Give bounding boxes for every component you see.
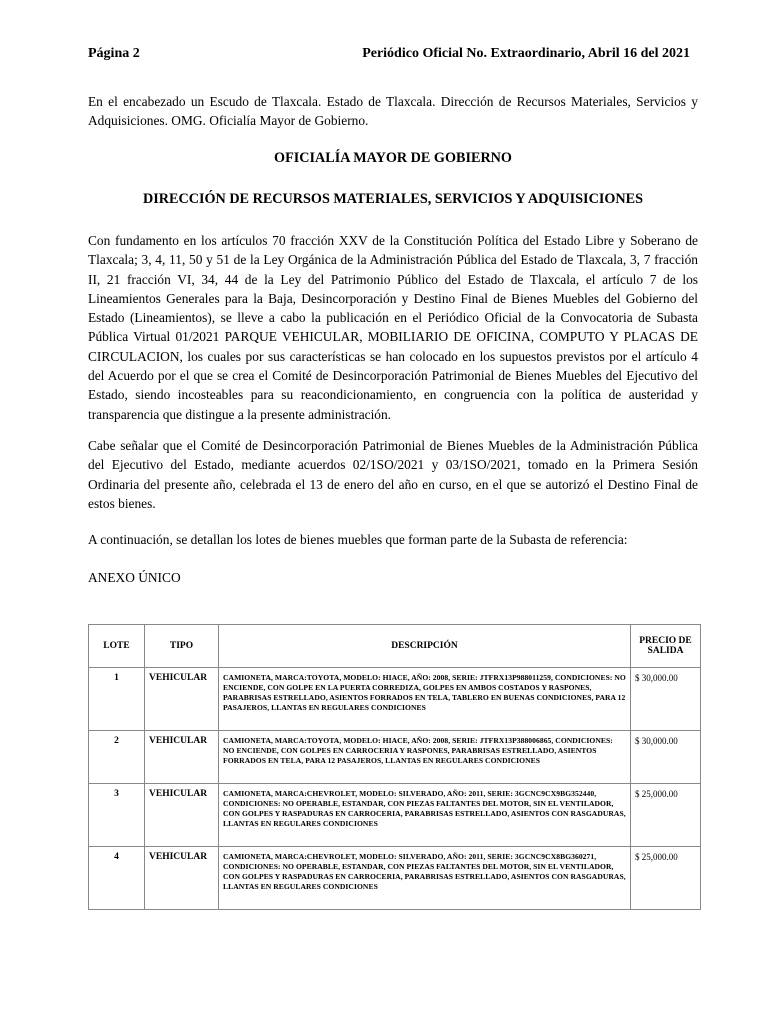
- lote-cell: 3: [89, 784, 145, 847]
- precio-cell: $ 25,000.00: [631, 847, 701, 910]
- header-descripcion: DESCRIPCIÓN: [219, 625, 631, 668]
- intro-paragraph: En el encabezado un Escudo de Tlaxcala. Estado de Tlaxcala. Dirección de Recursos Materiales, Servicios y Adquisiciones. OMG. Oficialía Mayor de Gobierno.: [88, 94, 698, 129]
- tipo-cell: VEHICULAR: [145, 784, 219, 847]
- precio-cell: $ 25,000.00: [631, 784, 701, 847]
- lote-cell: 2: [89, 731, 145, 784]
- lots-table: [88, 624, 701, 910]
- header-precio: PRECIO DE SALIDA: [631, 625, 701, 668]
- header-tipo: TIPO: [145, 625, 219, 668]
- tipo-cell: VEHICULAR: [145, 847, 219, 910]
- descripcion-cell: CAMIONETA, MARCA:TOYOTA, MODELO: HIACE, AÑO: 2008, SERIE: JTFRX13P388006865, CONDICIONES: NO ENCIENDE, CON GOLPES EN CARROCERIA Y RASPONES, PARABRISAS ESTRELLADO, ASIENTOS FORRADOS EN TELA, PARA 12 PASAJEROS, LLANTAS EN REGULARES CONDICIONES: [219, 731, 631, 784]
- lote-cell: 4: [89, 847, 145, 910]
- table-row: [89, 731, 701, 784]
- office-title: OFICIALÍA MAYOR DE GOBIERNO: [274, 150, 512, 166]
- page-number: Página 2: [88, 46, 140, 61]
- tipo-cell: VEHICULAR: [145, 668, 219, 731]
- header-lote: LOTE: [89, 625, 145, 668]
- page-header: [88, 46, 690, 62]
- table-header-row: [89, 625, 701, 668]
- descripcion-cell: CAMIONETA, MARCA:CHEVROLET, MODELO: SILVERADO, AÑO: 2011, SERIE: 3GCNC9CX8BG360271, CONDICIONES: NO OPERABLE, ESTANDAR, CON PIEZAS FALTANTES DEL MOTOR, SIN EL VENTILADOR, CON GOLPES Y RASPADURAS EN CARROCERIA, PARABRISAS ESTRELLADO, ASIENTOS CON RASGADURAS, LLANTAS EN REGULARES CONDICIONES: [219, 847, 631, 910]
- direction-title: DIRECCIÓN DE RECURSOS MATERIALES, SERVICIOS Y ADQUISICIONES: [143, 191, 643, 207]
- lote-cell: 1: [89, 668, 145, 731]
- committee-paragraph: Cabe señalar que el Comité de Desincorporación Patrimonial de Bienes Muebles de la Administración Pública del Ejecutivo del Estado, mediante acuerdos 02/1SO/2021 y 03/1SO/2021, tomado en la Primera Sesión Ordinaria del presente año, celebrada el 13 de enero del año en curso, en el que se autorizó el Destino Final de estos bienes.: [88, 438, 698, 511]
- precio-cell: $ 30,000.00: [631, 731, 701, 784]
- precio-cell: $ 30,000.00: [631, 668, 701, 731]
- legal-basis-paragraph: Con fundamento en los artículos 70 fracción XXV de la Constitución Política del Estado Libre y Soberano de Tlaxcala; 3, 4, 11, 50 y 51 de la Ley Orgánica de la Administración Pública del Estado de Tlaxcala, 3, 7 fracción II, 21 fracción VI, 34, 44 de la Ley del Patrimonio Público del Estado de Tlaxcala, el artículo 7 de los Lineamientos Generales para la Baja, Desincorporación y Destino Final de Bienes Muebles del Gobierno del Estado (Lineamientos), se lleve a cabo la publicación en el Periódico Oficial de la Convocatoria de Subasta Pública Virtual 01/2021 PARQUE VEHICULAR, MOBILIARIO DE OFICINA, COMPUTO Y PLACAS DE CIRCULACION, los cuales por sus características se han colocado en los supuestos previstos por el artículo 4 del Acuerdo por el que se crea el Comité de Desincorporación Patrimonial de Bienes Muebles del Ejecutivo del Estado, siendo incosteables para su reacondicionamiento, en congruencia con la política de austeridad y transparencia que distingue a la presente administración.: [88, 233, 698, 422]
- table-row: [89, 784, 701, 847]
- descripcion-cell: CAMIONETA, MARCA:TOYOTA, MODELO: HIACE, AÑO: 2008, SERIE: JTFRX13P988011259, CONDICIONES: NO ENCIENDE, CON GOLPE EN LA PUERTA CORREDIZA, GOLPES EN AMBOS COSTADOS Y RASPONES, PARABRISAS ESTRELLADO, ASIENTOS FORRADOS EN TELA, TABLERO EN BUENAS CONDICIONES, PARA 12 PASAJEROS, LLANTAS EN REGULARES CONDICIONES: [219, 668, 631, 731]
- annex-label: ANEXO ÚNICO: [88, 570, 181, 585]
- descripcion-cell: CAMIONETA, MARCA:CHEVROLET, MODELO: SILVERADO, AÑO: 2011, SERIE: 3GCNC9CX9BG352440, CONDICIONES: NO OPERABLE, ESTANDAR, CON PIEZAS FALTANTES DEL MOTOR, SIN EL VENTILADOR, CON GOLPES Y RASPADURAS EN CARROCERIA, PARABRISAS ESTRELLADO, ASIENTOS CON RASGADURAS, LLANTAS EN REGULARES CONDICIONES: [219, 784, 631, 847]
- gazette-title: Periódico Oficial No. Extraordinario, Abril 16 del 2021: [362, 46, 690, 61]
- lots-intro-paragraph: A continuación, se detallan los lotes de bienes muebles que forman parte de la Subasta de referencia:: [88, 532, 628, 547]
- table-row: [89, 668, 701, 731]
- tipo-cell: VEHICULAR: [145, 731, 219, 784]
- table-row: [89, 847, 701, 910]
